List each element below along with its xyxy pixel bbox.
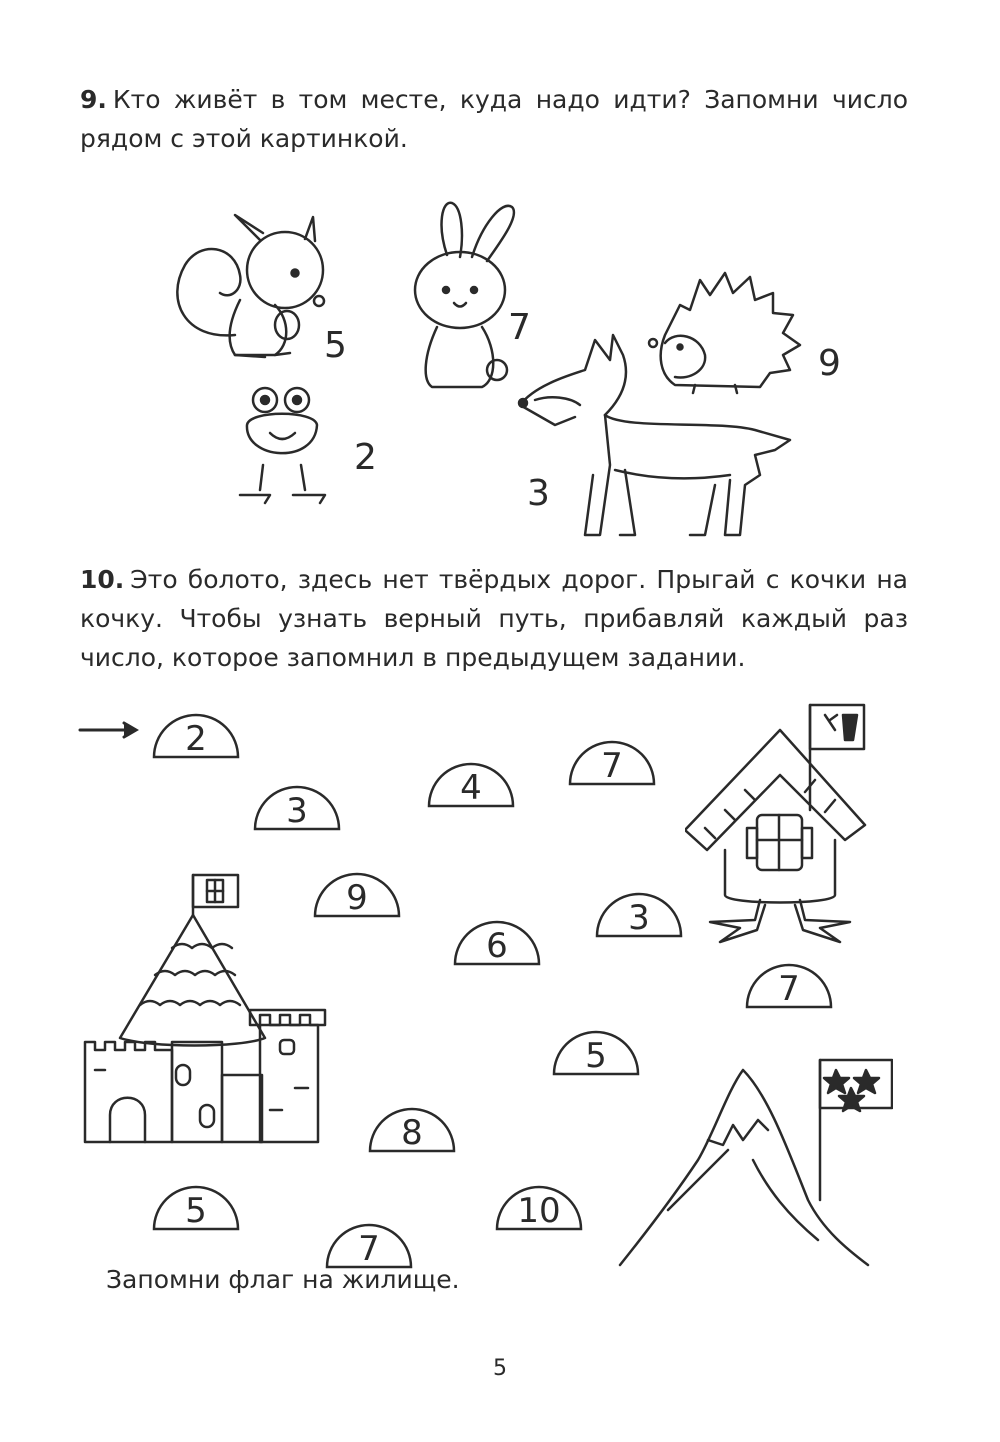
bump-number: 3 — [286, 791, 308, 831]
task-9-body: Кто живёт в том месте, куда надо идти? Запомни число рядом с этой картинкой. — [80, 85, 908, 153]
hedgehog-number: 9 — [818, 343, 841, 384]
task-10-body: Это болото, здесь нет твёрдых дорог. Прыгай с кочки на кочку. Чтобы узнать верный путь, прибавляй каждый раз число, которое запомнил в предыдущем задании. — [80, 565, 908, 672]
bump[interactable] — [368, 1107, 456, 1153]
bump[interactable] — [427, 762, 515, 808]
bump[interactable] — [595, 892, 683, 938]
squirrel-icon — [165, 205, 335, 365]
bump-number: 6 — [486, 926, 508, 966]
bump[interactable] — [453, 920, 541, 966]
bump-number: 9 — [346, 878, 368, 918]
bump[interactable] — [152, 713, 240, 759]
task-9-number: 9. — [80, 85, 107, 114]
bump-number: 7 — [778, 969, 800, 1009]
page-number: 5 — [493, 1356, 507, 1381]
task-10-text — [80, 560, 908, 677]
bump[interactable] — [568, 740, 656, 786]
task-10-number: 10. — [80, 565, 125, 594]
bump-number: 2 — [185, 719, 207, 759]
bump-number: 5 — [585, 1036, 607, 1076]
frog-icon — [235, 385, 330, 515]
hut-on-chicken-legs-icon — [685, 700, 870, 950]
bump-number: 8 — [401, 1113, 423, 1153]
wolf-number: 3 — [527, 473, 550, 514]
bump-number: 7 — [358, 1229, 380, 1269]
bump-number: 10 — [517, 1191, 561, 1231]
bump[interactable] — [253, 785, 341, 831]
arrow-right-icon — [78, 720, 140, 740]
bump[interactable] — [152, 1185, 240, 1231]
bump-number: 7 — [601, 746, 623, 786]
footer-instruction: Запомни флаг на жилище. — [106, 1265, 460, 1294]
task-9-text — [80, 80, 908, 158]
bump-number: 3 — [628, 898, 650, 938]
rabbit-icon — [402, 195, 527, 395]
wolf-icon — [515, 245, 810, 540]
rabbit-number: 7 — [508, 307, 531, 348]
bump-number: 4 — [460, 768, 482, 808]
mountain-icon — [618, 1050, 893, 1270]
bump[interactable] — [745, 963, 833, 1009]
frog-number: 2 — [354, 437, 377, 478]
bump[interactable] — [495, 1185, 583, 1231]
squirrel-number: 5 — [324, 325, 347, 366]
castle-icon — [80, 870, 330, 1145]
bump-number: 5 — [185, 1191, 207, 1231]
